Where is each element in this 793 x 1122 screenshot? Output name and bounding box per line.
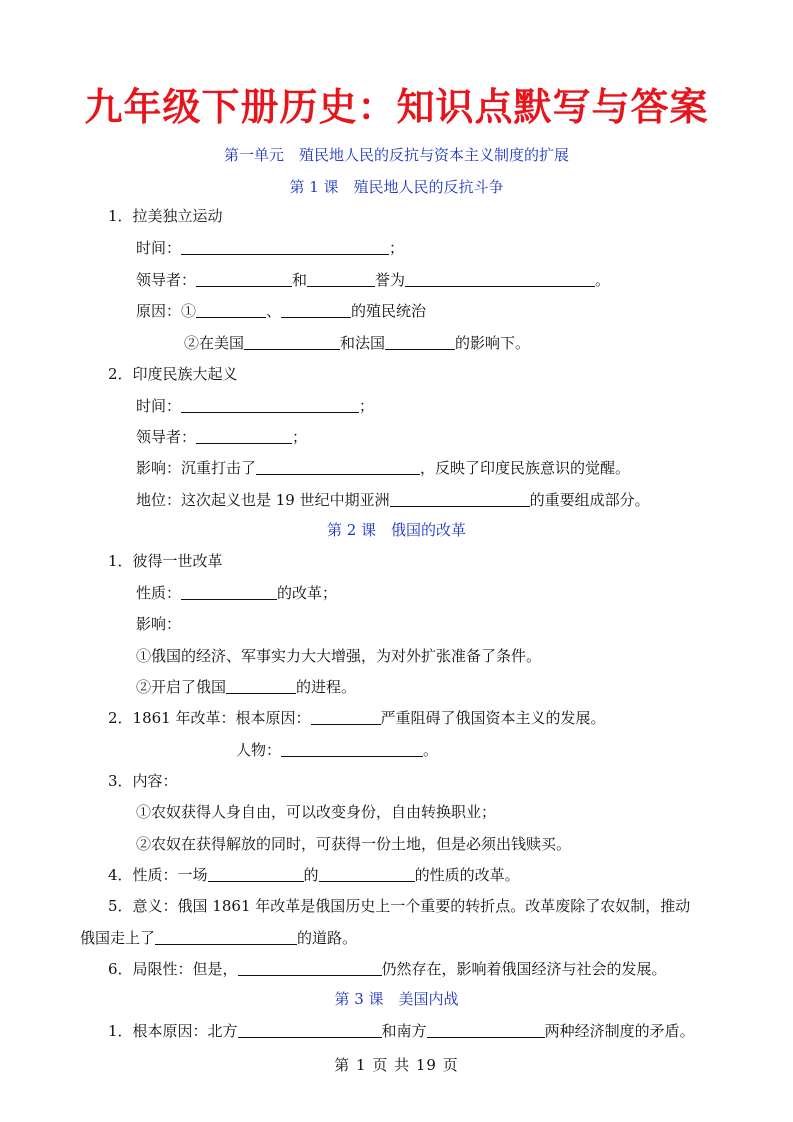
blank-field — [311, 707, 381, 725]
blank-field — [256, 457, 420, 475]
blank-field — [155, 927, 297, 945]
blank-field — [307, 269, 375, 287]
line-1861-cause: 2．1861 年改革：根本原因： 严重阻碍了俄国资本主义的发展。 — [108, 709, 606, 727]
line-india-time: 时间： ； — [136, 397, 375, 415]
line-la-cause-2: ②在美国 和法国 的影响下。 — [184, 334, 531, 352]
blank-field — [196, 269, 292, 287]
blank-field — [244, 332, 340, 350]
line-peter-impact-2: ②开启了俄国 的进程。 — [136, 678, 357, 696]
blank-field — [181, 582, 277, 600]
line-1861-person: 人物： 。 — [236, 741, 439, 759]
blank-field — [281, 300, 351, 318]
blank-field — [208, 864, 304, 882]
unit-heading: 第一单元 殖民地人民的反抗与资本主义制度的扩展 — [223, 146, 569, 164]
line-significance-1: 5．意义：俄国 1861 年改革是俄国历史上一个重要的转折点。改革废除了农奴制，推动 — [108, 897, 691, 915]
lesson-2-heading: 第 2 课 俄国的改革 — [326, 521, 467, 539]
blank-field — [405, 269, 595, 287]
line-peter-impact-label: 影响： — [136, 615, 182, 633]
line-content-1: ①农奴获得人身自由，可以改变身份，自由转换职业； — [136, 803, 497, 821]
line-nature: 4．性质：一场 的 的性质的改革。 — [108, 866, 520, 884]
blank-field — [196, 300, 266, 318]
line-la-time: 时间： ； — [136, 239, 405, 257]
blank-field — [226, 676, 296, 694]
line-peter-nature: 性质： 的改革； — [136, 584, 338, 602]
blank-field — [427, 1020, 545, 1038]
section-latin-america-heading: 1．拉美独立运动 — [108, 207, 223, 225]
blank-field — [196, 426, 292, 444]
section-content-heading: 3．内容： — [108, 772, 178, 790]
blank-field — [390, 489, 530, 507]
blank-field — [319, 864, 415, 882]
line-la-leaders: 领导者： 和 誉为 。 — [136, 271, 611, 289]
line-la-cause-1: 原因：① 、 的殖民统治 — [136, 302, 427, 320]
page-number: 第 1 页 共 19 页 — [334, 1056, 459, 1074]
blank-field — [385, 332, 455, 350]
line-india-impact: 影响：沉重打击了 ，反映了印度民族意识的觉醒。 — [136, 459, 631, 477]
line-civil-war-cause: 1．根本原因：北方 和南方 两种经济制度的矛盾。 — [108, 1022, 695, 1040]
line-india-leader: 领导者： ； — [136, 428, 308, 446]
lesson-1-heading: 第 1 课 殖民地人民的反抗斗争 — [289, 178, 504, 196]
section-peter-heading: 1．彼得一世改革 — [108, 552, 223, 570]
label-time: 时间： — [136, 239, 182, 257]
section-india-heading: 2．印度民族大起义 — [108, 365, 238, 383]
blank-field — [181, 237, 389, 255]
blank-field — [238, 958, 382, 976]
line-significance-2: 俄国走上了 的道路。 — [80, 929, 358, 947]
blank-field — [181, 395, 359, 413]
blank-field — [281, 739, 423, 757]
lesson-3-heading: 第 3 课 美国内战 — [334, 990, 459, 1008]
line-india-status: 地位：这次起义也是 19 世纪中期亚洲 的重要组成部分。 — [136, 491, 650, 509]
line-content-2: ②农奴在获得解放的同时，可获得一份土地，但是必须出钱赎买。 — [136, 835, 572, 853]
page-title: 九年级下册历史：知识点默写与答案 — [84, 85, 709, 129]
line-limitation: 6．局限性：但是， 仍然存在，影响着俄国经济与社会的发展。 — [108, 960, 667, 978]
blank-field — [238, 1020, 382, 1038]
line-peter-impact-1: ①俄国的经济、军事实力大大增强，为对外扩张准备了条件。 — [136, 647, 542, 665]
